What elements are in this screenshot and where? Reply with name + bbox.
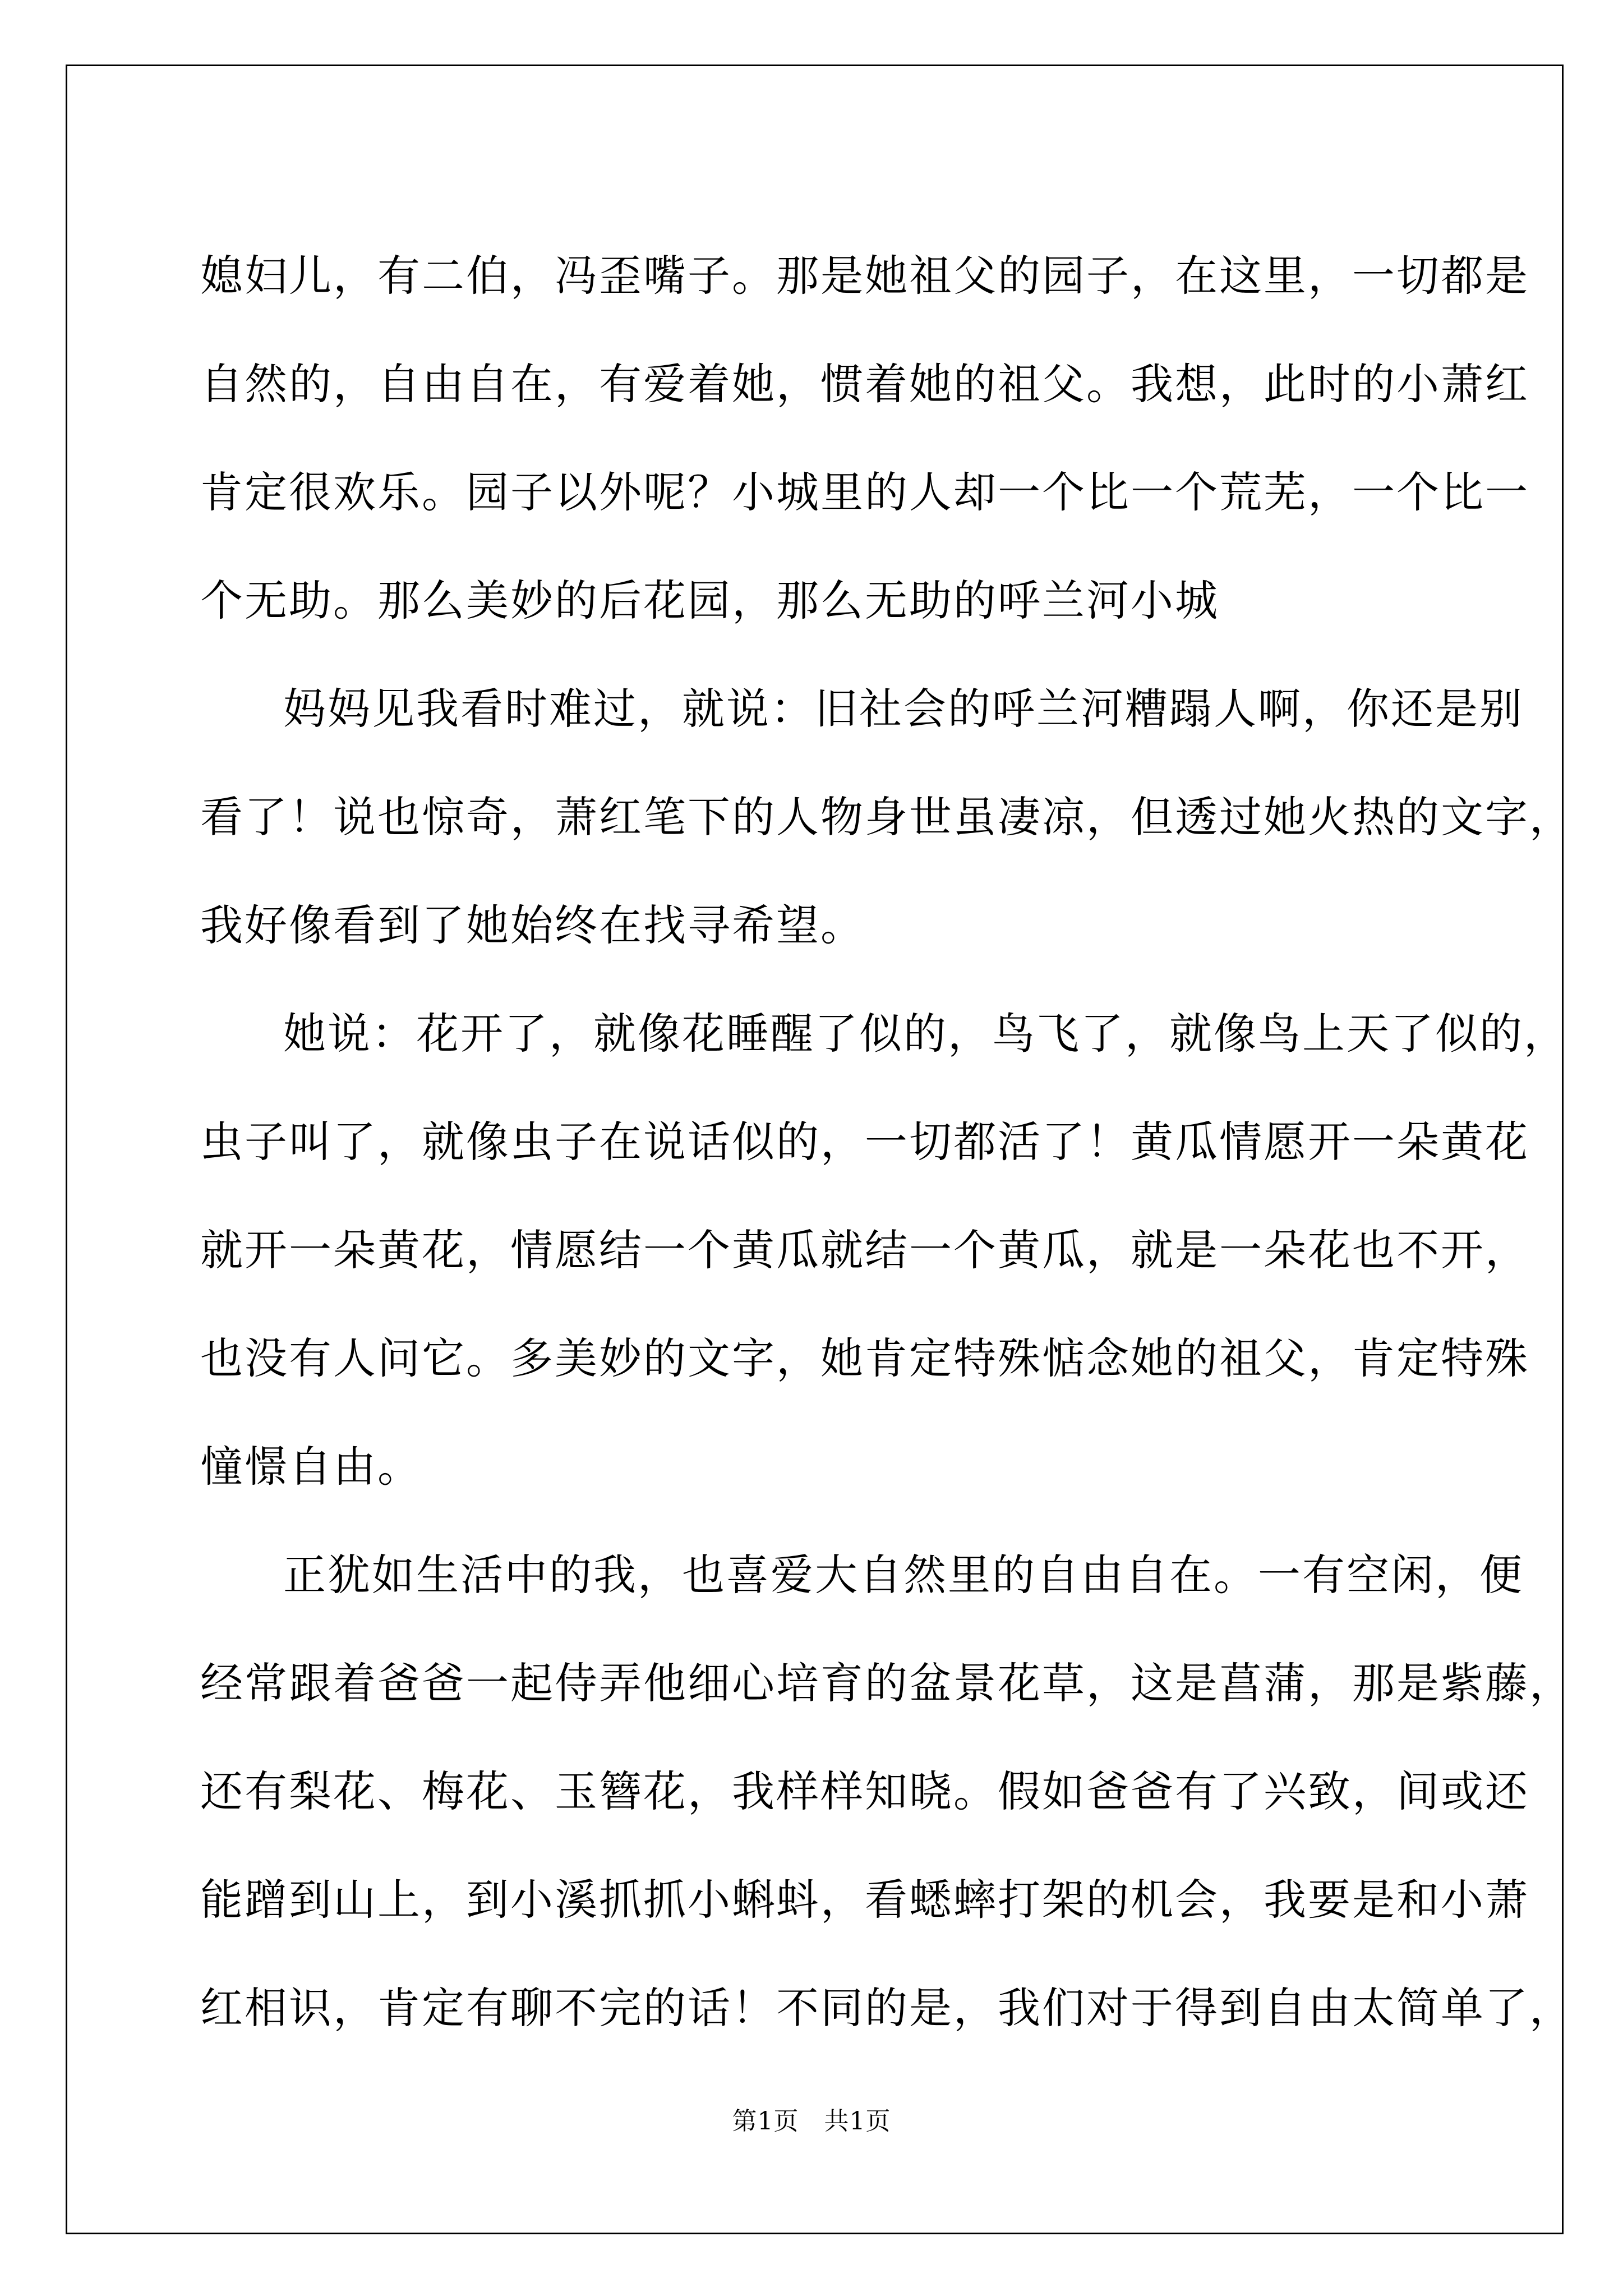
text-line: 自然的，自由自在，有爱着她，惯着她的祖父。我想，此时的小萧红 [200,359,1529,409]
text-line: 红相识，肯定有聊不完的话！不同的是，我们对于得到自由太简单了， [200,1983,1574,2033]
text-line: 能蹭到山上，到小溪抓抓小蝌蚪，看蟋蟀打架的机会，我要是和小萧 [200,1875,1529,1925]
text-line: 经常跟着爸爸一起侍弄他细心培育的盆景花草，这是菖蒲，那是紫藤， [200,1658,1574,1708]
text-line: 看了！说也惊奇，萧红笔下的人物身世虽凄凉，但透过她火热的文字， [200,792,1574,842]
text-line: 她说：花开了，就像花睡醒了似的，鸟飞了，就像鸟上天了似的， [283,1009,1568,1059]
text-line: 也没有人问它。多美妙的文字，她肯定特殊惦念她的祖父，肯定特殊 [200,1333,1529,1383]
text-line: 还有梨花、梅花、玉簪花，我样样知晓。假如爸爸有了兴致，间或还 [200,1766,1529,1816]
text-line: 个无助。那么美妙的后花园，那么无助的呼兰河小城 [200,576,1219,625]
page-number-footer: 第1页 共1页 [732,2107,891,2136]
text-line: 妈妈见我看时难过，就说：旧社会的呼兰河糟蹋人啊，你还是别 [283,684,1524,734]
text-line: 肯定很欢乐。园子以外呢？小城里的人却一个比一个荒芜，一个比一 [200,467,1529,517]
text-line: 我好像看到了她始终在找寻希望。 [200,900,865,950]
text-line: 虫子叫了，就像虫子在说话似的，一切都活了！黄瓜情愿开一朵黄花 [200,1117,1529,1167]
text-line: 就开一朵黄花，情愿结一个黄瓜就结一个黄瓜，就是一朵花也不开， [200,1225,1529,1275]
text-line: 正犹如生活中的我，也喜爱大自然里的自由自在。一有空闲，便 [283,1550,1524,1600]
text-line: 媳妇儿，有二伯，冯歪嘴子。那是她祖父的园子，在这里，一切都是 [200,251,1529,301]
text-line: 憧憬自由。 [200,1442,422,1492]
document-body [200,222,1574,2062]
